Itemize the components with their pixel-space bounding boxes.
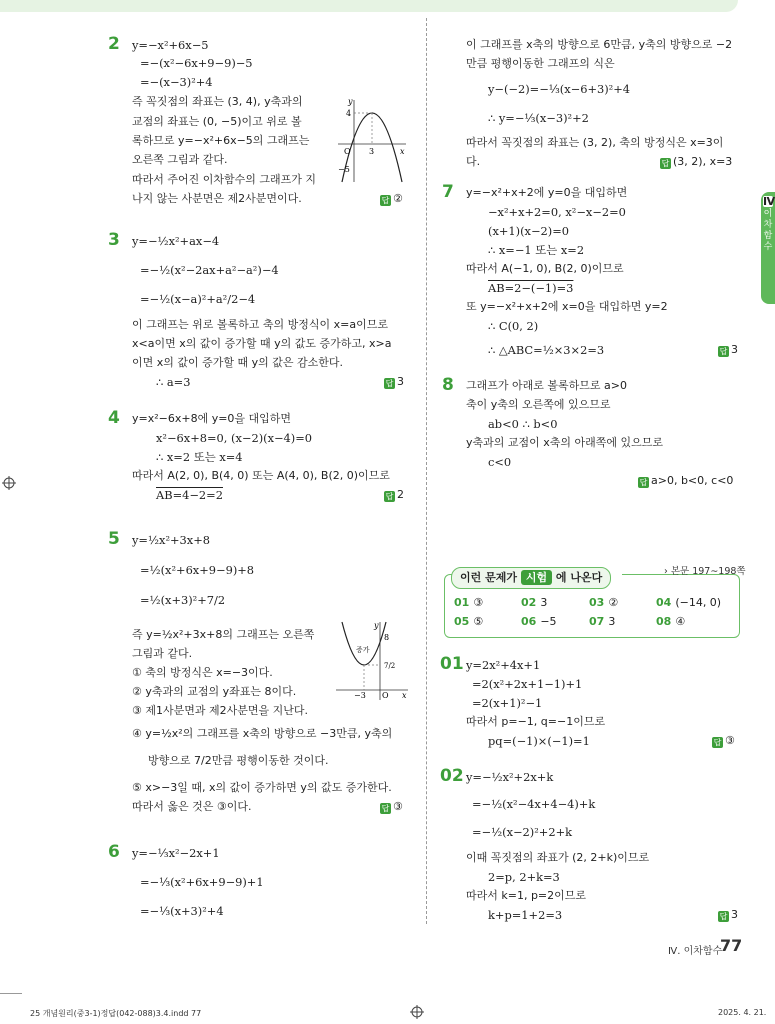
solution-line: 따라서 옳은 것은 ③이다. [132, 800, 252, 813]
solution-line: =−⅓(x+3)²+4 [140, 904, 224, 918]
solution-line: 이때 꼭짓점의 좌표가 (2, 2+k)이므로 [466, 851, 650, 864]
graph-y-label: y [348, 97, 353, 106]
page-number: 77 [720, 936, 743, 955]
solution-line: ∴ y=−⅓(x−3)²+2 [488, 111, 589, 125]
exam-item-answer: ③ [473, 596, 484, 609]
parabola-graph-p5 [332, 618, 412, 702]
answer-badge [718, 908, 738, 922]
answer-icon: 답 [661, 159, 670, 168]
problem-number: 6 [108, 842, 120, 862]
exam-item-answer: ④ [675, 615, 686, 628]
graph-origin: O [382, 691, 389, 700]
exam-answer-item [521, 596, 547, 609]
solution-line: ∴ △ABC=½×3×2=3 [488, 343, 605, 357]
solution-line: ⑤ x>−3일 때, x의 값이 증가하면 y의 값도 증가한다. [132, 781, 392, 794]
solution-line: 즉 y=½x²+3x+8의 그래프는 오른쪽 [132, 628, 315, 641]
solution-line: y축과의 교점이 x축의 아래쪽에 있으므로 [466, 436, 664, 449]
answer-badge [384, 488, 404, 502]
solution-line: AB=2−(−1)=3 [488, 281, 574, 295]
exam-page-reference: › 본문 197∼198쪽 [664, 566, 746, 577]
solution-line: −x²+x+2=0, x²−x−2=0 [488, 205, 626, 219]
registration-mark-icon [410, 1005, 424, 1019]
solution-line: ∴ a=3 [156, 375, 191, 389]
solution-line: x²−6x+8=0, (x−2)(x−4)=0 [156, 431, 313, 445]
exam-item-number: 05 [454, 615, 470, 628]
solution-line: 따라서 꼭짓점의 좌표는 (3, 2), 축의 방정식은 x=3이 [466, 136, 724, 149]
answer-text: ② [393, 192, 403, 205]
side-tab-char: 수 [763, 242, 773, 252]
answer-badge [380, 800, 403, 814]
answer-text: 3 [731, 343, 738, 356]
solution-line: AB=4−2=2 [156, 488, 223, 502]
answer-text: ③ [725, 734, 735, 747]
exam-item-answer: ② [608, 596, 619, 609]
solution-line: 2=p, 2+k=3 [488, 870, 560, 884]
answer-badge [380, 192, 403, 206]
solution-line: 나지 않는 사분면은 제2사분면이다. [132, 192, 302, 205]
column-divider [426, 18, 427, 924]
answer-text: 2 [397, 488, 404, 501]
exam-item-number: 08 [656, 615, 672, 628]
side-tab-char: 함 [763, 231, 773, 241]
solution-line: =−½(x−a)²+a²/2−4 [140, 292, 256, 306]
chapter-side-tab [761, 192, 775, 304]
solution-line: =½(x²+6x+9−9)+8 [140, 563, 255, 577]
answer-icon: 답 [381, 196, 390, 205]
exam-item-number: 01 [454, 596, 470, 609]
exam-answer-item [454, 596, 483, 609]
solution-line: y=−x²+x+2에 y=0을 대입하면 [466, 186, 628, 199]
exam-title-highlight: 시험 [521, 570, 552, 585]
exam-answer-item [454, 615, 483, 628]
solution-line: y=½x²+3x+8 [132, 533, 211, 547]
solution-line: 따라서 A(2, 0), B(4, 0) 또는 A(4, 0), B(2, 0)이므로 [132, 469, 390, 482]
exam-item-number: 03 [589, 596, 605, 609]
exam-answer-item [656, 596, 721, 609]
side-tab-roman: Ⅳ [763, 195, 775, 208]
solution-line: =−½(x²−2ax+a²−a²)−4 [140, 263, 279, 277]
graph-x-label: x [400, 147, 405, 156]
solution-line: 축이 y축의 오른쪽에 있으므로 [466, 398, 611, 411]
solution-line: 따라서 주어진 이차함수의 그래프가 지 [132, 173, 317, 186]
solution-line: 따라서 A(−1, 0), B(2, 0)이므로 [466, 262, 624, 275]
solution-line: 방향으로 7/2만큼 평행이동한 것이다. [148, 754, 329, 767]
solution-line: y−(−2)=−⅓(x−6+3)²+4 [488, 82, 631, 96]
answer-text: 3 [731, 908, 738, 921]
exam-answer-item [589, 596, 618, 609]
problem-number: 01 [440, 654, 464, 674]
solution-line: =−⅓(x²+6x+9−9)+1 [140, 875, 264, 889]
graph-origin: O [344, 147, 351, 156]
solution-line: =−(x²−6x+9−9)−5 [140, 56, 253, 70]
top-banner [0, 0, 738, 12]
solution-line: ③ 제1사분면과 제2사분면을 지난다. [132, 704, 308, 717]
answer-icon: 답 [639, 478, 648, 487]
solution-line: =−½(x²−4x+4−4)+k [472, 797, 596, 811]
solution-line: 따라서 k=1, p=2이므로 [466, 889, 587, 902]
exam-ref-text: 본문 197∼198쪽 [670, 566, 746, 577]
graph-tick: 8 [384, 633, 390, 642]
problem-number: 2 [108, 34, 120, 54]
problem-number: 4 [108, 408, 120, 428]
graph-tick: −5 [338, 165, 350, 174]
answer-badge [718, 343, 738, 357]
solution-line: 록하므로 y=−x²+6x−5의 그래프는 [132, 134, 310, 147]
solution-line: k+p=1+2=3 [488, 908, 563, 922]
answer-badge [712, 734, 735, 748]
solution-line: =2(x²+2x+1−1)+1 [472, 677, 583, 691]
footer-date: 2025. 4. 21. [718, 1008, 767, 1017]
answer-badge [638, 474, 733, 488]
answer-text: ③ [393, 800, 403, 813]
solution-line: 따라서 p=−1, q=−1이므로 [466, 715, 606, 728]
solution-line: 오른쪽 그림과 같다. [132, 153, 228, 166]
solution-line: =−(x−3)²+4 [140, 75, 213, 89]
answer-icon: 답 [713, 738, 722, 747]
solution-line: 즉 꼭짓점의 좌표는 (3, 4), y축과의 [132, 95, 303, 108]
side-tab-char: 이 [763, 209, 773, 219]
solution-line: 만큼 평행이동한 그래프의 식은 [466, 57, 615, 70]
exam-item-answer: 3 [540, 596, 548, 609]
solution-line: y=2x²+4x+1 [466, 658, 541, 672]
answer-text: a>0, b<0, c<0 [651, 474, 734, 487]
answer-text: 3 [397, 375, 404, 388]
graph-tick: 4 [346, 109, 352, 118]
solution-line: pq=(−1)×(−1)=1 [488, 734, 590, 748]
answer-icon: 답 [385, 492, 394, 501]
graph-tick: 7/2 [384, 662, 396, 670]
exam-item-number: 07 [589, 615, 605, 628]
answer-icon: 답 [719, 912, 728, 921]
solution-line: =2(x+1)²−1 [472, 696, 543, 710]
exam-answer-item [589, 615, 615, 628]
footer-file: 25 개념원리(중3-1)정답(042-088)3.4.indd 77 [30, 1009, 202, 1018]
exam-title-post: 에 나온다 [555, 571, 603, 584]
solution-line: c<0 [488, 455, 512, 469]
answer-icon: 답 [385, 379, 394, 388]
footer-rule [0, 993, 22, 994]
exam-item-number: 06 [521, 615, 537, 628]
exam-answer-item [521, 615, 557, 628]
answer-badge [384, 375, 404, 389]
exam-item-answer: 3 [608, 615, 616, 628]
answer-badge [660, 155, 732, 169]
solution-line: y=−½x²+2x+k [466, 770, 554, 784]
solution-line: y=−x²+6x−5 [132, 38, 209, 52]
solution-line: 그림과 같다. [132, 647, 193, 660]
exam-item-answer: −5 [540, 615, 557, 628]
problem-number: 02 [440, 766, 464, 786]
solution-line: =½(x+3)²+7/2 [140, 593, 226, 607]
solution-line: 이면 x의 값이 증가할 때 y의 값은 감소한다. [132, 356, 344, 369]
exam-item-number: 04 [656, 596, 672, 609]
solution-line: 그래프가 아래로 볼록하므로 a>0 [466, 379, 627, 392]
solution-line: y=x²−6x+8에 y=0을 대입하면 [132, 412, 292, 425]
registration-mark-icon [2, 476, 16, 490]
exam-box-title [451, 567, 611, 589]
solution-line: ② y축과의 교점의 y좌표는 8이다. [132, 685, 297, 698]
solution-line: ∴ x=2 또는 x=4 [156, 450, 243, 464]
parabola-graph-p2 [334, 94, 410, 184]
solution-line: 다. [466, 155, 481, 168]
solution-line: ① 축의 방정식은 x=−3이다. [132, 666, 273, 679]
answer-text: (3, 2), x=3 [673, 155, 733, 168]
solution-line: ∴ x=−1 또는 x=2 [488, 243, 585, 257]
solution-line: 이 그래프는 위로 볼록하고 축의 방정식이 x=a이므로 [132, 318, 388, 331]
exam-item-answer: ⑤ [473, 615, 484, 628]
solution-line: =−½(x−2)²+2+k [472, 825, 573, 839]
graph-y-label: y [374, 621, 379, 630]
problem-number: 3 [108, 230, 120, 250]
solution-line: (x+1)(x−2)=0 [488, 224, 569, 238]
solution-line: 이 그래프를 x축의 방향으로 6만큼, y축의 방향으로 −2 [466, 38, 733, 51]
problem-number: 7 [442, 182, 454, 202]
solution-line: ④ y=½x²의 그래프를 x축의 방향으로 −3만큼, y축의 [132, 727, 393, 740]
problem-number: 5 [108, 529, 120, 549]
problem-number: 8 [442, 375, 454, 395]
answer-icon: 답 [381, 804, 390, 813]
answer-icon: 답 [719, 347, 728, 356]
exam-item-answer: (−14, 0) [675, 596, 722, 609]
solution-line: y=−⅓x²−2x+1 [132, 846, 220, 860]
side-tab-char: 차 [763, 220, 773, 230]
solution-line: ab<0 ∴ b<0 [488, 417, 558, 431]
chapter-label: Ⅳ. 이차함수 [668, 946, 723, 957]
graph-tick: −3 [354, 691, 366, 700]
graph-tick: 3 [369, 147, 375, 156]
solution-line: ∴ C(0, 2) [488, 319, 539, 333]
graph-x-label: x [402, 691, 407, 700]
exam-answer-item [656, 615, 685, 628]
solution-line: y=−½x²+ax−4 [132, 234, 220, 248]
solution-line: 교점의 좌표는 (0, −5)이고 위로 볼 [132, 115, 302, 128]
exam-item-number: 02 [521, 596, 537, 609]
exam-title-pre: 이런 문제가 [460, 571, 517, 584]
graph-annotation: 증가 [356, 646, 370, 654]
solution-line: x<a이면 x의 값이 증가할 때 y의 값도 증가하고, x>a [132, 337, 392, 350]
solution-line: 또 y=−x²+x+2에 x=0을 대입하면 y=2 [466, 300, 668, 313]
